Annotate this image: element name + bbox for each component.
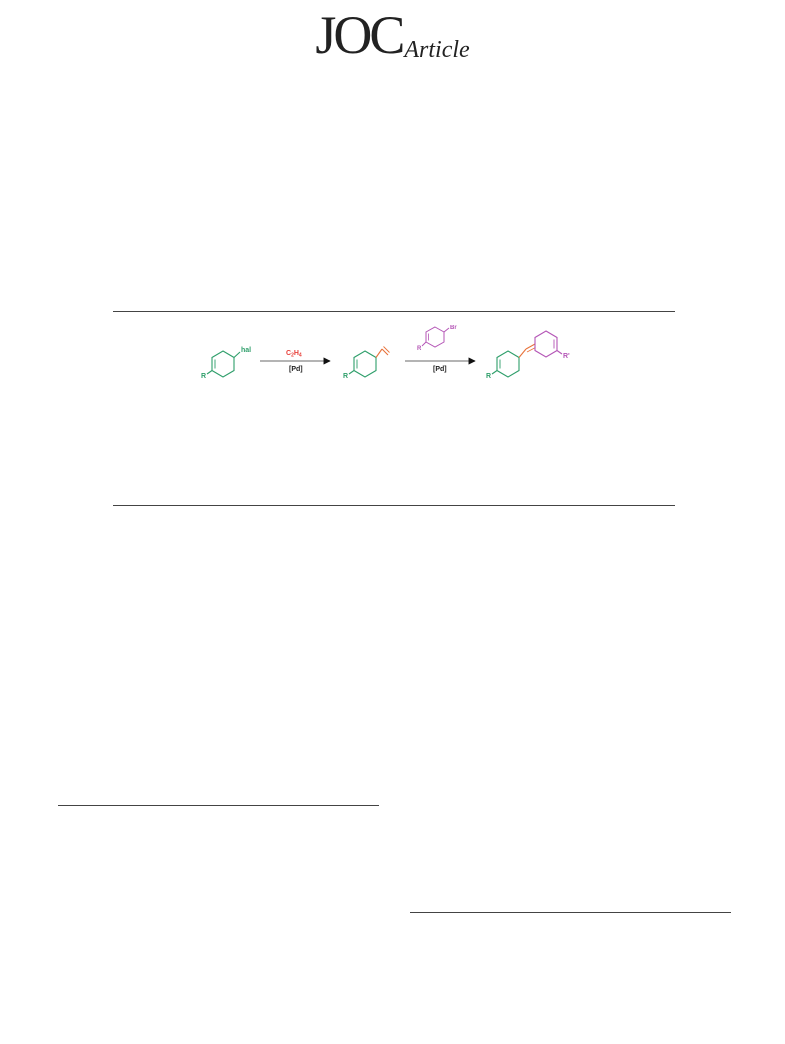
- scheme-top-rule: [113, 311, 675, 312]
- r-label-3: R: [486, 373, 492, 380]
- r-prime-label: R': [563, 353, 570, 360]
- journal-logo: JOC: [315, 5, 403, 65]
- section-label: Article: [404, 37, 470, 63]
- r-label-1: R: [201, 373, 207, 380]
- catalyst-label-2: [Pd]: [433, 366, 447, 373]
- footnote-rule-right: [410, 912, 731, 913]
- r-prime-bond: [557, 351, 562, 355]
- styrene-molecule: [343, 347, 390, 381]
- footnote-rule-left: [58, 805, 379, 806]
- aryl-halide-molecule: [201, 347, 251, 380]
- reaction-scheme: [190, 325, 590, 395]
- r-label-2: R: [343, 373, 349, 380]
- hal-label: hal: [241, 347, 252, 354]
- r-bond-1: [207, 371, 212, 375]
- ethylene-reagent-label: $C_2H_4$: [286, 350, 302, 359]
- r-bond-2: [349, 371, 354, 375]
- alkene-bond-a: [519, 349, 526, 358]
- br-label: Br: [450, 325, 457, 331]
- scheme-bottom-rule: [113, 505, 675, 506]
- aryl-bromide-reagent: [417, 325, 457, 352]
- r-label-reagent: R: [417, 346, 422, 352]
- r-bond-3: [492, 371, 497, 375]
- r-bond-reagent: [422, 342, 426, 346]
- catalyst-label-1: [Pd]: [289, 366, 303, 373]
- vinyl-bond: [376, 349, 382, 358]
- halide-bond: [234, 352, 240, 358]
- br-bond: [444, 328, 449, 332]
- stilbene-product-molecule: [486, 331, 570, 380]
- journal-header: [0, 5, 785, 65]
